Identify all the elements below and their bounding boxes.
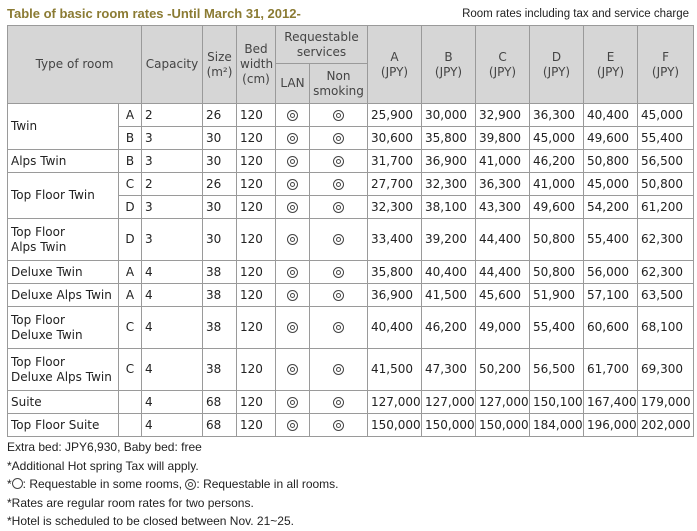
price-cell: 45,000	[530, 127, 584, 150]
price-cell: 50,800	[584, 150, 638, 173]
room-class-letter: C	[119, 173, 142, 196]
capacity-cell: 4	[142, 414, 203, 437]
lan-cell	[276, 150, 310, 173]
non-smoking-cell	[310, 219, 368, 261]
col-bed-line2: width	[240, 57, 274, 71]
double-circle-icon	[287, 397, 298, 408]
double-circle-icon	[333, 133, 344, 144]
col-rate-d	[530, 26, 584, 104]
notes	[7, 438, 339, 531]
size-cell: 38	[203, 284, 237, 307]
double-circle-icon	[333, 420, 344, 431]
non-smoking-cell	[310, 104, 368, 127]
room-type-cell	[8, 307, 119, 349]
price-cell: 68,100	[638, 307, 694, 349]
price-cell: 150,100	[530, 391, 584, 414]
bed-width-cell: 120	[237, 196, 276, 219]
price-cell: 36,900	[422, 150, 476, 173]
room-type-line1: Top Floor	[11, 312, 65, 327]
bed-width-cell: 120	[237, 104, 276, 127]
page-title: Table of basic room rates -Until March 31, 2012-	[7, 6, 301, 21]
non-smoking-cell	[310, 391, 368, 414]
legend-all: : Requestable in all rooms.	[196, 477, 339, 491]
price-cell: 50,200	[476, 349, 530, 391]
non-smoking-cell	[310, 173, 368, 196]
price-cell: 49,000	[476, 307, 530, 349]
price-cell: 35,800	[368, 261, 422, 284]
rate-unit: (JPY)	[488, 64, 517, 79]
col-lan: LAN	[276, 64, 310, 104]
bed-width-cell: 120	[237, 307, 276, 349]
double-circle-icon	[333, 364, 344, 375]
double-circle-icon	[287, 364, 298, 375]
rate-letter: B	[444, 49, 453, 64]
price-cell: 150,000	[476, 414, 530, 437]
col-rate-f	[638, 26, 694, 104]
price-cell: 56,500	[638, 150, 694, 173]
table-row	[8, 173, 694, 196]
table-row	[8, 150, 694, 173]
double-circle-icon	[287, 322, 298, 333]
col-rate-c	[476, 26, 530, 104]
price-cell: 44,400	[476, 219, 530, 261]
bed-width-cell: 120	[237, 414, 276, 437]
size-cell: 26	[203, 173, 237, 196]
rate-unit: (JPY)	[434, 64, 463, 79]
price-cell: 127,000	[422, 391, 476, 414]
room-type-line1: Top Floor	[11, 354, 65, 369]
capacity-cell: 4	[142, 349, 203, 391]
double-circle-icon	[333, 234, 344, 245]
price-cell: 167,400	[584, 391, 638, 414]
size-cell: 30	[203, 196, 237, 219]
capacity-cell: 2	[142, 104, 203, 127]
price-cell: 41,500	[422, 284, 476, 307]
room-rates-table	[7, 25, 694, 437]
price-cell: 33,400	[368, 219, 422, 261]
price-cell: 51,900	[530, 284, 584, 307]
price-cell: 60,600	[584, 307, 638, 349]
non-smoking-cell	[310, 196, 368, 219]
room-class-letter	[119, 414, 142, 437]
room-class-letter: B	[119, 127, 142, 150]
price-cell: 43,300	[476, 196, 530, 219]
double-circle-icon	[333, 322, 344, 333]
capacity-cell: 3	[142, 196, 203, 219]
col-bed-line1: Bed	[244, 42, 268, 56]
double-circle-icon	[287, 156, 298, 167]
lan-cell	[276, 307, 310, 349]
size-cell: 26	[203, 104, 237, 127]
room-type-cell: Top Floor Suite	[8, 414, 119, 437]
room-type-line1: Top Floor	[11, 224, 65, 239]
rate-unit: (JPY)	[380, 64, 409, 79]
col-rate-a	[368, 26, 422, 104]
bed-width-cell: 120	[237, 391, 276, 414]
single-circle-icon	[12, 478, 23, 489]
size-cell: 68	[203, 391, 237, 414]
double-circle-icon	[333, 202, 344, 213]
col-size	[203, 26, 237, 104]
price-cell: 150,000	[422, 414, 476, 437]
size-cell: 30	[203, 219, 237, 261]
lan-cell	[276, 391, 310, 414]
non-smoking-cell	[310, 284, 368, 307]
table-row	[8, 307, 694, 349]
bed-width-cell: 120	[237, 219, 276, 261]
price-cell: 40,400	[584, 104, 638, 127]
room-type-cell: Deluxe Alps Twin	[8, 284, 119, 307]
table-body	[8, 104, 694, 437]
note-legend	[7, 475, 339, 494]
price-cell: 69,300	[638, 349, 694, 391]
col-non-smoking: Non smoking	[310, 64, 368, 104]
room-type-cell	[8, 349, 119, 391]
rate-letter: A	[390, 49, 399, 64]
page-subtitle: Room rates including tax and service charge	[462, 8, 689, 20]
price-cell: 32,300	[368, 196, 422, 219]
non-smoking-cell	[310, 349, 368, 391]
room-type-cell: Twin	[8, 104, 119, 150]
double-circle-icon	[287, 290, 298, 301]
non-smoking-cell	[310, 307, 368, 349]
lan-cell	[276, 414, 310, 437]
room-type-cell: Top Floor Twin	[8, 173, 119, 219]
price-cell: 41,500	[368, 349, 422, 391]
price-cell: 32,300	[422, 173, 476, 196]
price-cell: 45,600	[476, 284, 530, 307]
non-smoking-cell	[310, 150, 368, 173]
col-type-of-room: Type of room	[8, 26, 142, 104]
col-requestable-services: Requestable services	[276, 26, 368, 64]
note-hot-spring: *Additional Hot spring Tax will apply.	[7, 458, 199, 473]
rate-unit: (JPY)	[542, 64, 571, 79]
price-cell: 50,800	[530, 219, 584, 261]
price-cell: 50,800	[530, 261, 584, 284]
col-bed-width	[237, 26, 276, 104]
capacity-cell: 2	[142, 173, 203, 196]
size-cell: 30	[203, 150, 237, 173]
room-class-letter	[119, 391, 142, 414]
size-cell: 38	[203, 307, 237, 349]
price-cell: 202,000	[638, 414, 694, 437]
legend-some: : Requestable in some rooms,	[22, 477, 186, 491]
rate-letter: F	[662, 49, 669, 64]
price-cell: 45,000	[638, 104, 694, 127]
double-circle-icon	[287, 267, 298, 278]
capacity-cell: 4	[142, 261, 203, 284]
lan-cell	[276, 127, 310, 150]
capacity-cell: 4	[142, 307, 203, 349]
price-cell: 127,000	[368, 391, 422, 414]
price-cell: 36,900	[368, 284, 422, 307]
double-circle-icon	[333, 397, 344, 408]
bed-width-cell: 120	[237, 150, 276, 173]
capacity-cell: 4	[142, 284, 203, 307]
double-circle-icon	[333, 110, 344, 121]
lan-cell	[276, 173, 310, 196]
bed-width-cell: 120	[237, 284, 276, 307]
room-type-line2: Alps Twin	[11, 239, 67, 254]
legend-prefix: *	[7, 477, 12, 491]
capacity-cell: 3	[142, 127, 203, 150]
price-cell: 31,700	[368, 150, 422, 173]
price-cell: 36,300	[476, 173, 530, 196]
note-rates-regular: *Rates are regular room rates for two persons.	[7, 495, 254, 510]
size-cell: 68	[203, 414, 237, 437]
price-cell: 36,300	[530, 104, 584, 127]
col-size-line2: (m²)	[206, 64, 233, 79]
capacity-cell: 3	[142, 150, 203, 173]
double-circle-icon	[333, 267, 344, 278]
room-class-letter: D	[119, 196, 142, 219]
room-class-letter: A	[119, 104, 142, 127]
lan-cell	[276, 261, 310, 284]
col-rate-e	[584, 26, 638, 104]
price-cell: 49,600	[530, 196, 584, 219]
note-closed: *Hotel is scheduled to be closed between Nov. 21~25.	[7, 514, 294, 528]
price-cell: 32,900	[476, 104, 530, 127]
price-cell: 30,600	[368, 127, 422, 150]
room-class-letter: D	[119, 219, 142, 261]
price-cell: 62,300	[638, 219, 694, 261]
lan-cell	[276, 349, 310, 391]
price-cell: 39,800	[476, 127, 530, 150]
price-cell: 30,000	[422, 104, 476, 127]
price-cell: 150,000	[368, 414, 422, 437]
price-cell: 54,200	[584, 196, 638, 219]
room-class-letter: A	[119, 284, 142, 307]
note-extra-bed: Extra bed: JPY6,930, Baby bed: free	[7, 440, 202, 454]
price-cell: 179,000	[638, 391, 694, 414]
double-circle-icon	[333, 179, 344, 190]
lan-cell	[276, 284, 310, 307]
col-rate-b	[422, 26, 476, 104]
price-cell: 45,000	[584, 173, 638, 196]
col-capacity: Capacity	[142, 26, 203, 104]
room-type-line2: Deluxe Twin	[11, 327, 83, 342]
non-smoking-cell	[310, 261, 368, 284]
room-type-cell: Alps Twin	[8, 150, 119, 173]
table-row	[8, 391, 694, 414]
double-circle-icon	[287, 420, 298, 431]
size-cell: 38	[203, 349, 237, 391]
bed-width-cell: 120	[237, 349, 276, 391]
price-cell: 184,000	[530, 414, 584, 437]
price-cell: 61,200	[638, 196, 694, 219]
room-type-cell: Deluxe Twin	[8, 261, 119, 284]
price-cell: 50,800	[638, 173, 694, 196]
lan-cell	[276, 196, 310, 219]
price-cell: 44,400	[476, 261, 530, 284]
non-smoking-cell	[310, 127, 368, 150]
room-type-line2: Deluxe Alps Twin	[11, 369, 112, 384]
rate-letter: C	[498, 49, 507, 64]
bed-width-cell: 120	[237, 127, 276, 150]
double-circle-icon	[185, 479, 196, 490]
table-row	[8, 104, 694, 127]
price-cell: 35,800	[422, 127, 476, 150]
price-cell: 55,400	[638, 127, 694, 150]
double-circle-icon	[287, 179, 298, 190]
price-cell: 41,000	[476, 150, 530, 173]
price-cell: 25,900	[368, 104, 422, 127]
price-cell: 40,400	[368, 307, 422, 349]
table-row	[8, 349, 694, 391]
double-circle-icon	[333, 156, 344, 167]
price-cell: 56,500	[530, 349, 584, 391]
price-cell: 55,400	[530, 307, 584, 349]
col-size-line1: Size	[207, 49, 232, 64]
price-cell: 196,000	[584, 414, 638, 437]
col-bed-line3: (cm)	[242, 72, 270, 86]
table-row	[8, 219, 694, 261]
table-row	[8, 261, 694, 284]
lan-cell	[276, 219, 310, 261]
double-circle-icon	[287, 110, 298, 121]
price-cell: 61,700	[584, 349, 638, 391]
table-row	[8, 284, 694, 307]
bed-width-cell: 120	[237, 173, 276, 196]
price-cell: 62,300	[638, 261, 694, 284]
price-cell: 46,200	[530, 150, 584, 173]
price-cell: 55,400	[584, 219, 638, 261]
table-row	[8, 414, 694, 437]
price-cell: 40,400	[422, 261, 476, 284]
price-cell: 49,600	[584, 127, 638, 150]
room-class-letter: C	[119, 349, 142, 391]
room-type-cell	[8, 219, 119, 261]
double-circle-icon	[333, 290, 344, 301]
capacity-cell: 4	[142, 391, 203, 414]
price-cell: 27,700	[368, 173, 422, 196]
price-cell: 39,200	[422, 219, 476, 261]
double-circle-icon	[287, 202, 298, 213]
price-cell: 38,100	[422, 196, 476, 219]
rate-unit: (JPY)	[651, 64, 680, 79]
room-class-letter: C	[119, 307, 142, 349]
price-cell: 127,000	[476, 391, 530, 414]
price-cell: 41,000	[530, 173, 584, 196]
capacity-cell: 3	[142, 219, 203, 261]
price-cell: 57,100	[584, 284, 638, 307]
price-cell: 56,000	[584, 261, 638, 284]
price-cell: 46,200	[422, 307, 476, 349]
lan-cell	[276, 104, 310, 127]
double-circle-icon	[287, 133, 298, 144]
rate-unit: (JPY)	[596, 64, 625, 79]
room-type-cell: Suite	[8, 391, 119, 414]
bed-width-cell: 120	[237, 261, 276, 284]
double-circle-icon	[287, 234, 298, 245]
room-class-letter: A	[119, 261, 142, 284]
size-cell: 30	[203, 127, 237, 150]
non-smoking-cell	[310, 414, 368, 437]
size-cell: 38	[203, 261, 237, 284]
rate-letter: E	[606, 49, 615, 64]
rate-letter: D	[551, 49, 562, 64]
room-class-letter: B	[119, 150, 142, 173]
price-cell: 63,500	[638, 284, 694, 307]
price-cell: 47,300	[422, 349, 476, 391]
